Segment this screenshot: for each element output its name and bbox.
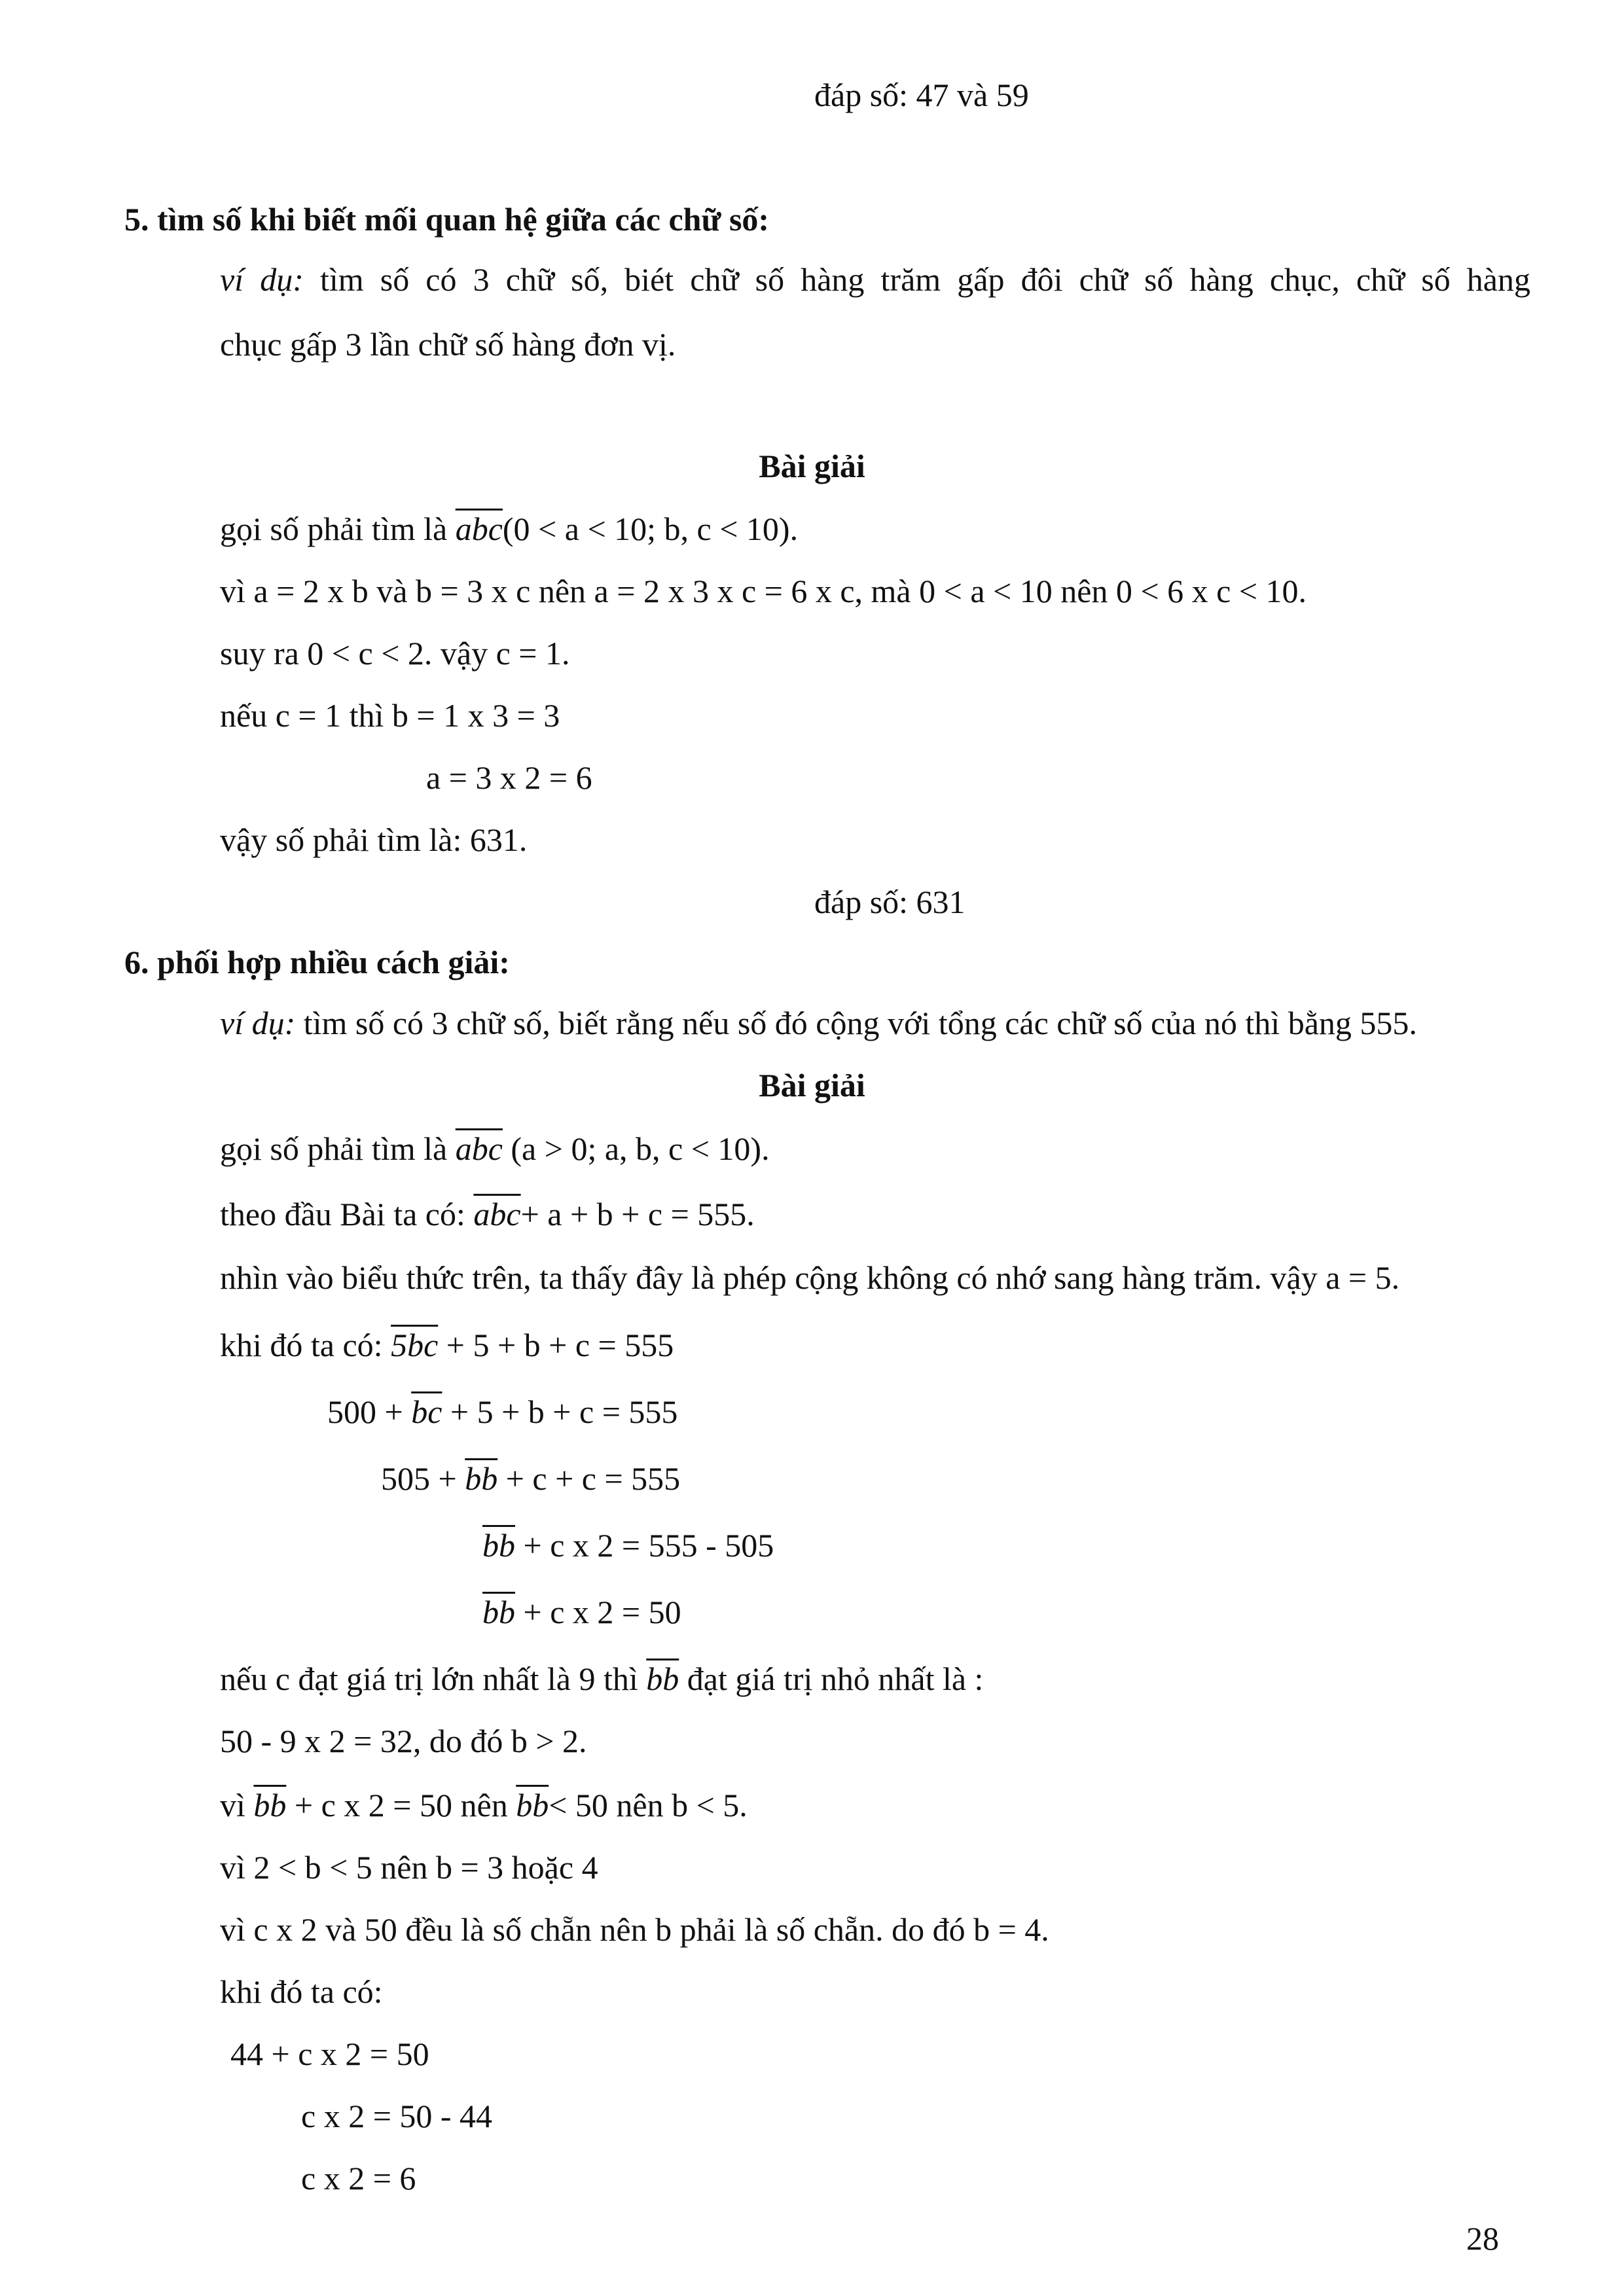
s6-line-4-equation: + 5 + b + c = 555 — [446, 1327, 674, 1363]
s6-line-5-equation: + 5 + b + c = 555 — [450, 1393, 678, 1430]
overlined-number-abc: $\overline{abc}$ — [473, 1196, 521, 1232]
s6-line-6 — [381, 1459, 680, 1498]
s6-line-5-text: 500 + — [327, 1393, 403, 1430]
s6-line-1 — [220, 1129, 770, 1168]
s6-line-8-equation: + c x 2 = 50 — [523, 1594, 681, 1630]
s6-line-9 — [220, 1659, 983, 1698]
s6-line-7-equation: + c x 2 = 555 - 505 — [523, 1527, 774, 1564]
s6-line-1-text: gọi số phải tìm là — [220, 1130, 448, 1167]
s6-line-14: khi đó ta có: — [220, 1973, 383, 2010]
page-number: 28 — [1466, 2220, 1499, 2257]
s6-line-3: nhìn vào biểu thức trên, ta thấy đây là phép cộng không có nhớ sang hàng trăm. vậy a = 5. — [220, 1259, 1400, 1296]
overlined-number-bb: $\overline{bb}$ — [465, 1460, 498, 1497]
overlined-number-bb: $\overline{bb}$ — [646, 1660, 679, 1697]
s6-line-6-equation: + c + c = 555 — [505, 1460, 681, 1497]
s5-line-1-condition: (0 < a < 10; b, c < 10). — [502, 511, 799, 547]
example-label: ví dụ: — [220, 1005, 296, 1041]
section-5-example-line-2: chục gấp 3 lần chữ số hàng đơn vị. — [220, 326, 676, 363]
overlined-number-bb: $\overline{bb}$ — [253, 1787, 287, 1823]
overlined-number-5bc: 5bc — [391, 1327, 439, 1363]
s5-answer: đáp số: 631 — [814, 884, 965, 920]
overlined-number-abc: $\overline{abc}$ — [455, 511, 503, 547]
s6-line-2 — [220, 1194, 755, 1234]
s6-line-2-text: theo đầu Bài ta có: — [220, 1196, 465, 1232]
example-text: tìm số có 3 chữ số, biết rằng nếu số đó cộng với tổng các chữ số của nó thì bằng 555. — [303, 1005, 1417, 1041]
overlined-number-bb: $\overline{bb}$ — [482, 1527, 515, 1564]
s5-line-4: nếu c = 1 thì b = 1 x 3 = 3 — [220, 697, 560, 734]
s6-line-1-condition: (a > 0; a, b, c < 10). — [511, 1130, 770, 1167]
s6-line-11-text: vì — [220, 1787, 245, 1823]
example-text: tìm số có 3 chữ số, biét chữ số hàng trăm gấp đôi chữ số hàng chục, chữ số hàng — [319, 261, 1530, 298]
overlined-number-abc: $\overline{abc}$ — [455, 1130, 503, 1167]
section-5-example-line-1 — [220, 260, 1530, 299]
overlined-number-bb: $\overline{bb}$ — [516, 1787, 549, 1823]
section-6-heading: 6. phối hợp nhiều cách giải: — [124, 944, 510, 980]
overlined-number-bc: $\overline{bc}$ — [411, 1393, 442, 1430]
s6-line-15: 44 + c x 2 = 50 — [230, 2036, 429, 2072]
section-5-solution-title: Bài giải — [759, 448, 865, 484]
s6-line-6-text: 505 + — [381, 1460, 457, 1497]
section-6-example — [220, 1003, 1417, 1043]
example-label: ví dụ: — [220, 261, 304, 298]
s5-line-5: a = 3 x 2 = 6 — [426, 759, 592, 796]
s5-line-1 — [220, 509, 798, 548]
s6-line-11-equation: + c x 2 = 50 nên — [294, 1787, 508, 1823]
section-5-heading: 5. tìm số khi biết mối quan hệ giữa các chữ số: — [124, 201, 770, 238]
s6-line-5 — [327, 1392, 677, 1431]
s6-line-11-conclusion: < 50 nên b < 5. — [549, 1787, 748, 1823]
s5-line-1-text: gọi số phải tìm là — [220, 511, 448, 547]
previous-answer: đáp số: 47 và 59 — [814, 77, 1029, 113]
s6-line-7 — [482, 1526, 774, 1565]
s6-line-12: vì 2 < b < 5 nên b = 3 hoặc 4 — [220, 1849, 598, 1886]
s5-line-2: vì a = 2 x b và b = 3 x c nên a = 2 x 3 x c = 6 x c, mà 0 < a < 10 nên 0 < 6 x c < 10. — [220, 573, 1307, 609]
s6-line-10: 50 - 9 x 2 = 32, do đó b > 2. — [220, 1723, 587, 1759]
section-6-solution-title: Bài giải — [759, 1067, 865, 1103]
s6-line-11 — [220, 1785, 748, 1825]
s6-line-16: c x 2 = 50 - 44 — [301, 2098, 493, 2134]
s6-line-17: c x 2 = 6 — [301, 2160, 416, 2197]
s5-line-6: vậy số phải tìm là: 631. — [220, 821, 528, 858]
s6-line-4 — [220, 1325, 674, 1365]
s6-line-9-text: nếu c đạt giá trị lớn nhất là 9 thì — [220, 1660, 638, 1697]
s6-line-13: vì c x 2 và 50 đều là số chẵn nên b phải là số chẵn. do đó b = 4. — [220, 1911, 1049, 1948]
s6-line-8 — [482, 1592, 681, 1632]
s5-line-3: suy ra 0 < c < 2. vậy c = 1. — [220, 635, 570, 672]
s6-line-9-text-end: đạt giá trị nhỏ nhất là : — [687, 1660, 984, 1697]
overlined-number-bb: $\overline{bb}$ — [482, 1594, 515, 1630]
s6-line-4-text: khi đó ta có: — [220, 1327, 383, 1363]
s6-line-2-equation: + a + b + c = 555. — [520, 1196, 755, 1232]
